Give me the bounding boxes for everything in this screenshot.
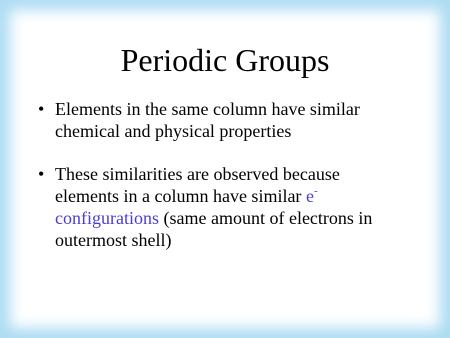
bullet-2-line-4: outermost shell)	[55, 230, 172, 250]
bullet-dot-icon: •	[38, 164, 45, 184]
configurations-link-text: configurations	[55, 208, 159, 228]
bullet-2-line-2: elements in a column have similar	[55, 186, 306, 206]
bullet-2-line-1: These similarities are observed because	[55, 164, 340, 184]
slide-title: Periodic Groups	[120, 42, 330, 78]
bullet-list	[38, 98, 430, 251]
bullet-item-similar-properties	[38, 98, 430, 142]
bullet-item-electron-configurations	[38, 163, 430, 251]
bullet-dot-icon: •	[38, 99, 45, 119]
bullet-1-line-2: chemical and physical properties	[55, 121, 292, 141]
electron-symbol: e	[305, 186, 314, 206]
bullet-2-parenthetical: (same amount of electrons in	[158, 208, 373, 228]
electron-charge-superscript: -	[313, 185, 318, 197]
bullet-1-line-1: Elements in the same column have similar	[55, 99, 360, 119]
